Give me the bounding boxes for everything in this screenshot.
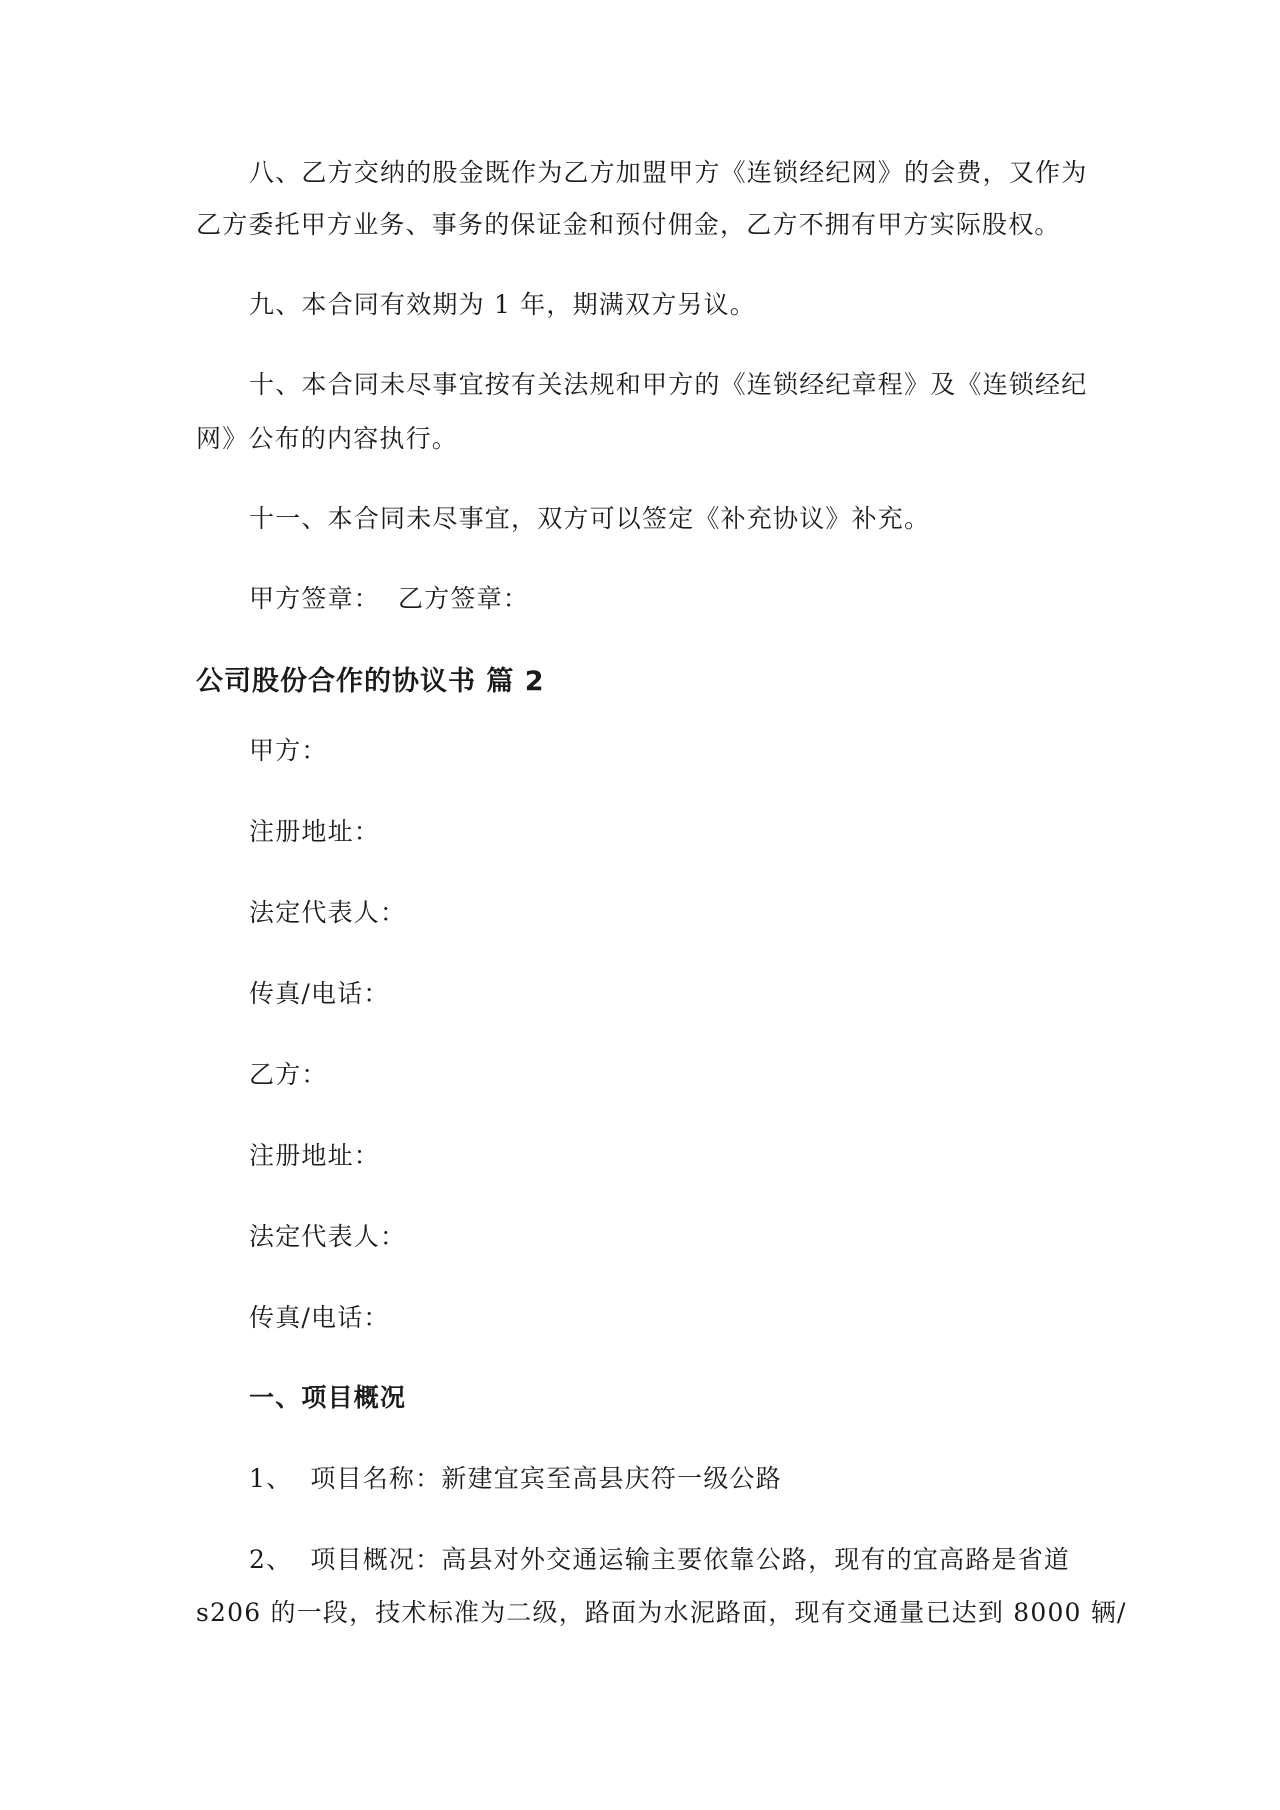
clause-10-line-1: 十、本合同未尽事宜按有关法规和甲方的《连锁经纪章程》及《连锁经纪 bbox=[249, 370, 1088, 399]
section-1-item-2-line-2: s206 的一段，技术标准为二级，路面为水泥路面，现有交通量已达到 8000 辆/ bbox=[196, 1598, 1127, 1627]
party-a-address: 注册地址： bbox=[249, 817, 381, 846]
article-2-title: 公司股份合作的协议书 篇 2 bbox=[196, 666, 545, 697]
party-b-fax-phone: 传真/电话： bbox=[249, 1303, 390, 1332]
party-a-signature-label: 甲方签章： bbox=[249, 584, 381, 613]
party-a-legal-rep: 法定代表人： bbox=[249, 898, 407, 927]
section-1-item-2-line-1 bbox=[249, 1543, 1070, 1577]
party-b-legal-rep: 法定代表人： bbox=[249, 1222, 407, 1251]
party-b-label: 乙方： bbox=[249, 1060, 328, 1089]
item-2-text-line-1: 项目概况：高县对外交通运输主要依靠公路，现有的宜高路是省道 bbox=[310, 1545, 1071, 1574]
party-b-signature-label: 乙方签章： bbox=[398, 584, 530, 613]
item-1-number: 1、 bbox=[249, 1464, 293, 1493]
party-b-address: 注册地址： bbox=[249, 1141, 381, 1170]
item-1-text: 项目名称：新建宜宾至高县庆符一级公路 bbox=[310, 1464, 782, 1493]
clause-8-line-2: 乙方委托甲方业务、事务的保证金和预付佣金，乙方不拥有甲方实际股权。 bbox=[196, 210, 1061, 239]
clause-9: 九、本合同有效期为 1 年，期满双方另议。 bbox=[249, 290, 757, 319]
clause-11: 十一、本合同未尽事宜，双方可以签定《补充协议》补充。 bbox=[249, 504, 931, 533]
section-1-title: 一、项目概况 bbox=[249, 1383, 407, 1412]
section-1-item-1 bbox=[249, 1462, 782, 1496]
party-a-label: 甲方： bbox=[249, 736, 328, 765]
clause-10-line-2: 网》公布的内容执行。 bbox=[196, 424, 459, 453]
item-2-number: 2、 bbox=[249, 1545, 293, 1574]
party-a-fax-phone: 传真/电话： bbox=[249, 979, 390, 1008]
signature-line bbox=[249, 582, 529, 616]
clause-8-line-1: 八、乙方交纳的股金既作为乙方加盟甲方《连锁经纪网》的会费，又作为 bbox=[249, 158, 1088, 187]
